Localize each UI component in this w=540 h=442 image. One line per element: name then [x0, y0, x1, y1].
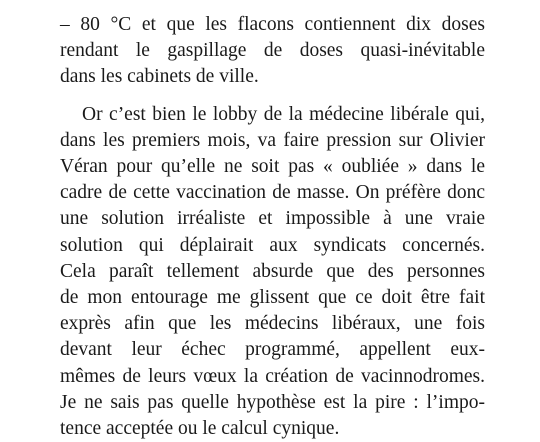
paragraph-spacer	[60, 91, 485, 102]
text-line: de mon entourage me glissent que ce doit être fait	[60, 287, 485, 309]
text-line: Cela paraît tellement absurde que des personnes	[60, 260, 485, 282]
text-line: exprès afin que les médecins libéraux, une fois	[60, 313, 485, 335]
text-line: mêmes de leurs vœux la création de vacinnodromes.	[60, 365, 485, 387]
text-line: cadre de cette vaccination de masse. On préfère donc	[60, 182, 485, 204]
text-line: – 80 °C et que les flacons contiennent dix doses	[60, 14, 485, 35]
text-line: dans les cabinets de ville.	[60, 66, 259, 88]
text-line: solution qui déplairait aux syndicats concernés.	[60, 234, 485, 256]
paragraph-2	[60, 102, 485, 442]
text-line: tence acceptée ou le calcul cynique.	[60, 418, 340, 440]
text-line: devant leur échec programmé, appellent eux-	[60, 339, 485, 361]
paragraph-1	[60, 12, 485, 91]
text-line: une solution irréaliste et impossible à une vraie	[60, 208, 485, 230]
text-line: Je ne sais pas quelle hypothèse est la pire : l’impo-	[60, 391, 485, 413]
text-line: Or c’est bien le lobby de la médecine libérale qui,	[82, 103, 485, 125]
document-page	[60, 12, 485, 442]
text-line: rendant le gaspillage de doses quasi-inévitable	[60, 40, 485, 62]
text-line: Véran pour qu’elle ne soit pas « oubliée » dans le	[60, 156, 485, 178]
text-line: dans les premiers mois, va faire pression sur Olivier	[60, 129, 485, 151]
